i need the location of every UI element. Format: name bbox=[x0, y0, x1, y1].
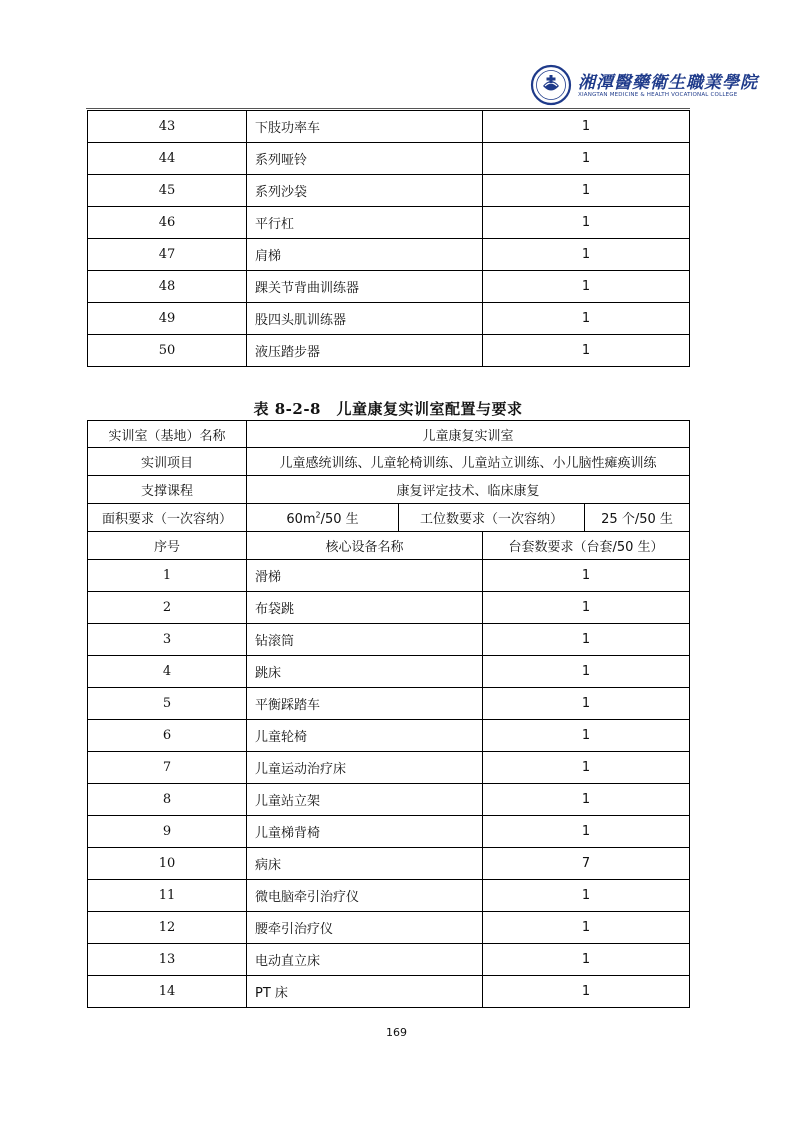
equipment-quantity: 1 bbox=[483, 303, 690, 335]
equipment-name: 平行杠 bbox=[247, 207, 483, 239]
equipment-quantity: 1 bbox=[483, 656, 690, 688]
equipment-quantity: 1 bbox=[483, 976, 690, 1008]
area-label: 面积要求（一次容纳） bbox=[88, 504, 247, 532]
equipment-quantity: 1 bbox=[483, 624, 690, 656]
table-row bbox=[88, 624, 690, 656]
equipment-quantity: 1 bbox=[483, 560, 690, 592]
row-number: 43 bbox=[88, 111, 247, 143]
row-number: 8 bbox=[88, 784, 247, 816]
row-number: 4 bbox=[88, 656, 247, 688]
equipment-name: 系列沙袋 bbox=[247, 175, 483, 207]
row-number: 46 bbox=[88, 207, 247, 239]
equipment-name: 系列哑铃 bbox=[247, 143, 483, 175]
table-row bbox=[88, 880, 690, 912]
row-number: 50 bbox=[88, 335, 247, 367]
equipment-quantity: 1 bbox=[483, 207, 690, 239]
col-header-qty: 台套数要求（台套/50 生） bbox=[483, 532, 690, 560]
table-row bbox=[88, 976, 690, 1008]
table-row bbox=[88, 816, 690, 848]
equipment-name: 儿童梯背椅 bbox=[247, 816, 483, 848]
equipment-name: 儿童运动治疗床 bbox=[247, 752, 483, 784]
table-row bbox=[88, 560, 690, 592]
table-row bbox=[88, 207, 690, 239]
children-rehab-lab-table bbox=[87, 420, 690, 1008]
table-row bbox=[88, 912, 690, 944]
area-value-main: 60m bbox=[286, 512, 316, 527]
row-number: 45 bbox=[88, 175, 247, 207]
row-number: 6 bbox=[88, 720, 247, 752]
row-number: 1 bbox=[88, 560, 247, 592]
row-number: 3 bbox=[88, 624, 247, 656]
equipment-name: 液压踏步器 bbox=[247, 335, 483, 367]
equipment-quantity: 1 bbox=[483, 784, 690, 816]
table-row bbox=[88, 656, 690, 688]
equipment-name: 滑梯 bbox=[247, 560, 483, 592]
college-emblem-icon bbox=[530, 64, 572, 106]
equipment-table-continued-body bbox=[88, 111, 690, 367]
row-number: 2 bbox=[88, 592, 247, 624]
equipment-name: 肩梯 bbox=[247, 239, 483, 271]
row-number: 14 bbox=[88, 976, 247, 1008]
equipment-quantity: 1 bbox=[483, 752, 690, 784]
table-row bbox=[88, 111, 690, 143]
row-number: 10 bbox=[88, 848, 247, 880]
table-row bbox=[88, 752, 690, 784]
equipment-quantity: 7 bbox=[483, 848, 690, 880]
row-courses bbox=[88, 476, 690, 504]
equipment-name: 踝关节背曲训练器 bbox=[247, 271, 483, 303]
table-row bbox=[88, 335, 690, 367]
equipment-name: 儿童轮椅 bbox=[247, 720, 483, 752]
equipment-quantity: 1 bbox=[483, 720, 690, 752]
equipment-name: 病床 bbox=[247, 848, 483, 880]
row-number: 12 bbox=[88, 912, 247, 944]
college-name-cn: 湘潭醫藥衛生職業學院 bbox=[578, 73, 758, 93]
area-value bbox=[247, 504, 399, 532]
table-row bbox=[88, 239, 690, 271]
equipment-name: 布袋跳 bbox=[247, 592, 483, 624]
page-number: 169 bbox=[386, 1026, 407, 1039]
equipment-quantity: 1 bbox=[483, 271, 690, 303]
table-row bbox=[88, 688, 690, 720]
equipment-name: PT 床 bbox=[247, 976, 483, 1008]
projects-label: 实训项目 bbox=[88, 448, 247, 476]
row-area bbox=[88, 504, 690, 532]
row-column-headers bbox=[88, 532, 690, 560]
equipment-quantity: 1 bbox=[483, 335, 690, 367]
equipment-quantity: 1 bbox=[483, 880, 690, 912]
equipment-name: 下肢功率车 bbox=[247, 111, 483, 143]
projects-value: 儿童感统训练、儿童轮椅训练、儿童站立训练、小儿脑性瘫痪训练 bbox=[247, 448, 690, 476]
room-value: 儿童康复实训室 bbox=[247, 421, 690, 448]
row-number: 7 bbox=[88, 752, 247, 784]
equipment-quantity: 1 bbox=[483, 111, 690, 143]
col-header-no: 序号 bbox=[88, 532, 247, 560]
table-row bbox=[88, 848, 690, 880]
header-rule bbox=[86, 108, 690, 109]
row-number: 9 bbox=[88, 816, 247, 848]
equipment-name: 电动直立床 bbox=[247, 944, 483, 976]
table-row bbox=[88, 303, 690, 335]
table-row bbox=[88, 784, 690, 816]
stations-value: 25 个/50 生 bbox=[585, 504, 690, 532]
area-value-sup: 2 bbox=[315, 510, 321, 520]
row-number: 48 bbox=[88, 271, 247, 303]
row-number: 47 bbox=[88, 239, 247, 271]
row-number: 44 bbox=[88, 143, 247, 175]
equipment-quantity: 1 bbox=[483, 912, 690, 944]
table-row bbox=[88, 720, 690, 752]
equipment-quantity: 1 bbox=[483, 175, 690, 207]
row-projects bbox=[88, 448, 690, 476]
equipment-quantity: 1 bbox=[483, 143, 690, 175]
row-number: 11 bbox=[88, 880, 247, 912]
courses-value: 康复评定技术、临床康复 bbox=[247, 476, 690, 504]
row-number: 49 bbox=[88, 303, 247, 335]
equipment-name: 股四头肌训练器 bbox=[247, 303, 483, 335]
equipment-quantity: 1 bbox=[483, 592, 690, 624]
equipment-name: 微电脑牵引治疗仪 bbox=[247, 880, 483, 912]
area-value-tail: /50 生 bbox=[320, 512, 359, 527]
equipment-table-continued bbox=[87, 110, 690, 367]
college-name-en: XIANGTAN MEDICINE & HEALTH VOCATIONAL COLLEGE bbox=[578, 92, 738, 98]
table-row bbox=[88, 592, 690, 624]
stations-label: 工位数要求（一次容纳） bbox=[399, 504, 585, 532]
table-row bbox=[88, 143, 690, 175]
table-row bbox=[88, 944, 690, 976]
row-number: 13 bbox=[88, 944, 247, 976]
equipment-name: 儿童站立架 bbox=[247, 784, 483, 816]
row-number: 5 bbox=[88, 688, 247, 720]
table-row bbox=[88, 175, 690, 207]
equipment-name: 平衡踩踏车 bbox=[247, 688, 483, 720]
equipment-quantity: 1 bbox=[483, 688, 690, 720]
equipment-name: 跳床 bbox=[247, 656, 483, 688]
equipment-quantity: 1 bbox=[483, 816, 690, 848]
equipment-quantity: 1 bbox=[483, 239, 690, 271]
equipment-name: 钻滚筒 bbox=[247, 624, 483, 656]
table-row bbox=[88, 271, 690, 303]
table-caption: 表 8-2-8 儿童康复实训室配置与要求 bbox=[253, 400, 523, 418]
children-rehab-lab-table-body bbox=[88, 421, 690, 1008]
courses-label: 支撑课程 bbox=[88, 476, 247, 504]
equipment-name: 腰牵引治疗仪 bbox=[247, 912, 483, 944]
row-room bbox=[88, 421, 690, 448]
room-label: 实训室（基地）名称 bbox=[88, 421, 247, 448]
col-header-name: 核心设备名称 bbox=[247, 532, 483, 560]
equipment-quantity: 1 bbox=[483, 944, 690, 976]
college-logo bbox=[530, 64, 758, 108]
